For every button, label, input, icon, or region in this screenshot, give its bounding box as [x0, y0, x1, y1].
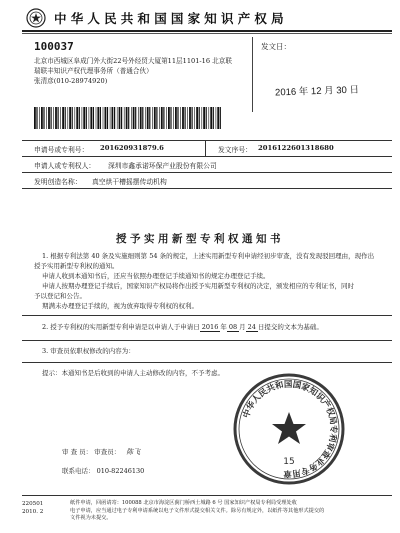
barcode-bar — [166, 107, 167, 129]
notice-paragraph-2 — [34, 322, 374, 332]
barcode-bar — [156, 107, 157, 129]
barcode-bar — [112, 107, 114, 129]
official-seal — [232, 372, 346, 486]
barcode-bar — [58, 107, 59, 129]
barcode-bar — [216, 107, 217, 129]
barcode-bar — [175, 107, 177, 129]
paragraph-line: 提示：本通知书是后收到的申请人主动修改的内容，不予考虑。 — [42, 369, 224, 377]
barcode-bar — [199, 107, 200, 129]
barcode-bar — [220, 107, 221, 129]
barcode-bar — [202, 107, 203, 129]
table-row — [22, 141, 392, 157]
applicant-label: 申请人或专利权人： — [34, 162, 96, 170]
barcode-bar — [83, 107, 85, 129]
barcode-bar — [114, 107, 115, 129]
barcode-bar — [140, 107, 142, 129]
notice-title: 授予实用新型专利权通知书 — [116, 233, 284, 245]
barcode-bar — [53, 107, 54, 129]
recipient-address — [34, 56, 244, 86]
phone-value: 010-82246130 — [96, 467, 145, 475]
barcode-bar — [79, 107, 80, 129]
barcode-bar — [182, 107, 184, 129]
seal-number: 15 — [283, 457, 295, 467]
issue-date-box — [252, 37, 393, 112]
barcode-bar — [121, 107, 122, 129]
office-name: 中华人民共和国国家知识产权局 — [54, 11, 288, 26]
invention-title-value: 真空烘干槽摇摆传动机构 — [92, 178, 167, 186]
examiner-line — [62, 447, 140, 457]
barcode-bar — [119, 107, 121, 129]
barcode-bar — [138, 107, 139, 129]
barcode-bar — [131, 107, 132, 129]
barcode-bar — [41, 107, 43, 129]
p2-month-unit: 月 — [239, 323, 246, 331]
barcode-bar — [145, 107, 146, 129]
barcode-bar — [142, 107, 143, 129]
barcode-bar — [103, 107, 104, 129]
barcode-bar — [152, 107, 153, 129]
barcode-bar — [75, 107, 76, 129]
p2-month: 08 — [228, 323, 238, 331]
barcode-bar — [60, 107, 61, 129]
barcode-bar — [173, 107, 174, 129]
paragraph-line: 1. 根据专利法第 40 条及实施细则第 54 条的规定，上述实用新型专利申请经初步审查，没有发现驳回理由，现作出 — [42, 252, 375, 260]
barcode-bar — [124, 107, 125, 129]
postcode: 100037 — [34, 40, 74, 53]
barcode-bar — [46, 107, 47, 129]
paragraph-line: 申请人收到本通知书后，还应当依照办理登记手续通知书的规定办理登记手续。 — [42, 272, 270, 280]
paragraph-line — [34, 322, 374, 332]
p2-day: 24 — [247, 323, 256, 331]
barcode-bar — [82, 107, 83, 129]
table-row — [22, 157, 392, 173]
barcode-bar — [149, 107, 150, 129]
footer-line: 纸件申请，回函请寄：100088 北京市海淀区蓟门桥西土城路 6 号 国家知识产权局专利局受理处收 — [70, 500, 297, 506]
footer-line: 文件视为未提交。 — [70, 515, 112, 521]
doc-no-label: 发文序号： — [218, 146, 252, 154]
document-header — [22, 6, 392, 30]
national-emblem-icon — [26, 8, 46, 28]
contact-line — [62, 466, 144, 475]
doc-no-value: 2016122601318680 — [258, 144, 334, 152]
address-line: 瑞联丰知识产权代理事务所（普通合伙） — [34, 67, 153, 75]
barcode-bar — [163, 107, 164, 129]
barcode-bar — [128, 107, 129, 129]
barcode-bar — [48, 107, 50, 129]
footer-rule — [22, 495, 392, 496]
examiner-name: 陈飞 — [126, 448, 141, 456]
p2-year-unit: 年 — [220, 323, 227, 331]
paragraph-line: 申请人按期办理登记手续后，国家知识产权局将作出授予实用新型专利权的决定，颁发相应的专利证书，同时 — [42, 282, 354, 290]
invention-title-label: 发明创造名称： — [34, 178, 82, 186]
barcode-bar — [89, 107, 90, 129]
p2-year: 2016 — [201, 323, 219, 331]
barcode-bar — [65, 107, 66, 129]
header-rule-thin — [22, 33, 392, 34]
form-code — [22, 500, 43, 516]
table-row — [22, 173, 392, 189]
barcode-bar — [105, 107, 107, 129]
form-code-number: 220501 — [22, 501, 44, 507]
applicant-value: 深圳市鑫承诺环保产业股份有限公司 — [108, 162, 217, 170]
barcode-bar — [180, 107, 181, 129]
barcode-bar — [177, 107, 178, 129]
barcode-bar — [194, 107, 195, 129]
p2-suffix: 日提交的文本为基础。 — [257, 323, 323, 331]
barcode-bar — [86, 107, 87, 129]
barcode-bar — [213, 107, 214, 129]
section-divider — [22, 315, 392, 316]
app-no-value: 201620931879.6 — [100, 144, 164, 152]
barcode-bar — [55, 107, 57, 129]
footer-line: 电子申请，应当通过电子专利申请系统以电子文件形式提交相关文件。除另有规定外，以纸件等其他形式提交的 — [70, 507, 325, 514]
barcode-bar — [168, 107, 170, 129]
barcode-bar — [192, 107, 193, 129]
barcode-bar — [97, 107, 99, 129]
barcode-bar — [196, 107, 198, 129]
barcode-bar — [110, 107, 111, 129]
barcode-bar — [189, 107, 191, 129]
issue-date-value: 2016 年 12 月 30 日 — [274, 84, 360, 99]
section-divider — [22, 340, 392, 341]
column-divider — [205, 141, 206, 156]
barcode-bar — [62, 107, 64, 129]
barcode-bar — [187, 107, 188, 129]
barcode-bar — [68, 107, 69, 129]
barcode-bar — [90, 107, 92, 129]
barcode-bar — [100, 107, 101, 129]
header-rule — [22, 30, 392, 32]
application-info-table — [22, 140, 392, 189]
barcode-bar — [39, 107, 40, 129]
barcode-bar — [69, 107, 71, 129]
barcode-bar — [154, 107, 156, 129]
barcode-bar — [34, 107, 36, 129]
barcode-bar — [76, 107, 78, 129]
barcode-bar — [170, 107, 171, 129]
app-no-label: 申请号或专利号： — [34, 146, 89, 154]
barcode-bar — [217, 107, 219, 129]
barcode-bar — [36, 107, 37, 129]
barcode-bar — [185, 107, 186, 129]
paragraph-line: 授予实用新型专利权的通知。 — [34, 262, 119, 270]
barcode-bar — [210, 107, 212, 129]
notice-paragraph-3 — [34, 346, 374, 356]
barcode-bar — [133, 107, 135, 129]
p2-prefix: 2. 授予专利权的实用新型专利申请是以申请人于申请日 — [42, 323, 200, 331]
barcode-bar — [159, 107, 160, 129]
barcode — [34, 107, 224, 129]
issue-date-label: 发文日： — [261, 42, 291, 51]
section-divider — [22, 362, 392, 363]
barcode-bar — [117, 107, 118, 129]
address-line: 张清彦(010-28974920) — [34, 77, 108, 85]
barcode-bar — [206, 107, 207, 129]
examiner-dept-label: 审 查 员： — [62, 448, 93, 456]
form-code-date: 2010. 2 — [22, 509, 44, 515]
seal-text: 中华人民共和国国家知识产权局专利审查业务专用章 — [240, 378, 340, 480]
barcode-bar — [43, 107, 44, 129]
barcode-bar — [126, 107, 128, 129]
phone-label: 联系电话： — [62, 467, 95, 475]
barcode-bar — [72, 107, 73, 129]
barcode-bar — [147, 107, 149, 129]
barcode-bar — [209, 107, 210, 129]
examiner-label: 审查员： — [94, 448, 121, 456]
barcode-bar — [107, 107, 108, 129]
barcode-bar — [203, 107, 205, 129]
address-line: 北京市西城区阜成门外大街22号外经贸大厦第11层1101-16 北京联 — [34, 57, 232, 65]
barcode-bar — [93, 107, 94, 129]
paragraph-line: 3. 审查员依职权修改的内容为： — [42, 347, 135, 355]
barcode-bar — [51, 107, 52, 129]
barcode-bar — [96, 107, 97, 129]
paragraph-line: 予以登记和公告。 — [34, 292, 86, 300]
barcode-bar — [161, 107, 163, 129]
barcode-bar — [135, 107, 136, 129]
notice-paragraph-1 — [34, 251, 374, 311]
footer-instructions — [70, 500, 392, 523]
paragraph-line: 期满未办理登记手续的，视为放弃取得专利权的权利。 — [42, 302, 198, 310]
seal-star-icon — [272, 412, 306, 444]
